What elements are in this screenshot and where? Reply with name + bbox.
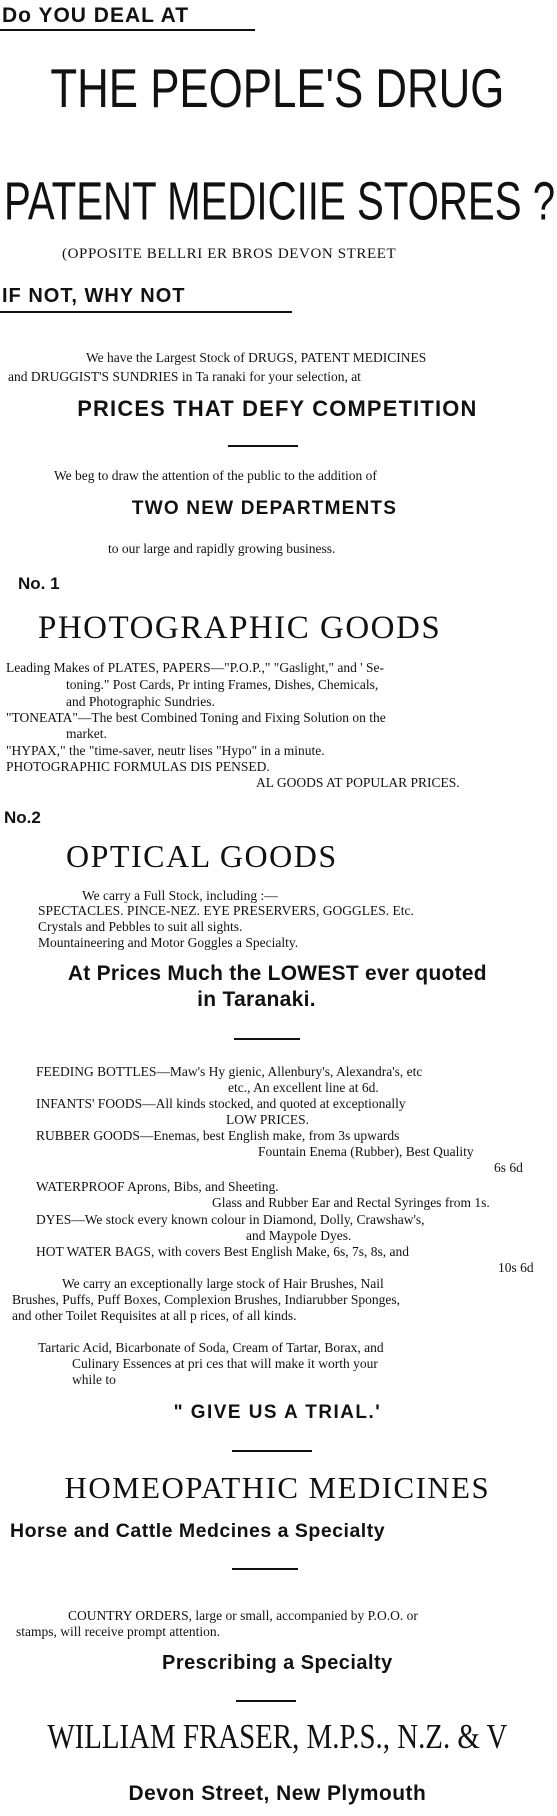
dept1-line: toning." Post Cards, Pr inting Frames, Dishes, Chemicals, bbox=[66, 677, 379, 692]
dept1-line: and Photographic Sundries. bbox=[66, 694, 215, 709]
list-line: WATERPROOF Aprons, Bibs, and Sheeting. bbox=[36, 1179, 279, 1194]
question-underline bbox=[0, 311, 292, 313]
homeo-subtitle: Horse and Cattle Medcines a Specialty bbox=[10, 1520, 386, 1542]
dept2-number: No.2 bbox=[4, 808, 41, 827]
departments-line: We beg to draw the attention of the public to the addition of bbox=[54, 468, 377, 483]
dept2-title: OPTICAL GOODS bbox=[66, 838, 338, 874]
divider bbox=[232, 1450, 312, 1452]
country-line: stamps, will receive prompt attention. bbox=[16, 1624, 220, 1639]
store-address: (OPPOSITE BELLRI ER BROS DEVON STREET bbox=[62, 246, 397, 262]
intro-line: and DRUGGIST'S SUNDRIES in Ta ranaki for your selection, at bbox=[8, 369, 361, 384]
dept2-line: Mountaineering and Motor Goggles a Specialty. bbox=[38, 935, 299, 950]
prices-heading: in Taranaki. bbox=[197, 988, 316, 1011]
dept1-line: AL GOODS AT POPULAR PRICES. bbox=[256, 775, 460, 790]
prescribing-heading: Prescribing a Specialty bbox=[162, 1652, 393, 1674]
list-line: and other Toilet Requisites at all p rices, of all kinds. bbox=[12, 1308, 297, 1323]
proprietor-name: WILLIAM FRASER, M.P.S., N.Z. & V bbox=[47, 1718, 508, 1757]
question-heading: IF NOT, WHY NOT bbox=[2, 285, 186, 307]
list-line: while to bbox=[72, 1372, 116, 1387]
header-underline bbox=[0, 29, 255, 31]
trial-slogan: " GIVE US A TRIAL.' bbox=[173, 1402, 382, 1423]
list-line: Fountain Enema (Rubber), Best Quality bbox=[258, 1144, 474, 1159]
prices-slogan: PRICES THAT DEFY COMPETITION bbox=[77, 396, 478, 421]
divider bbox=[234, 1038, 300, 1040]
dept1-line: PHOTOGRAPHIC FORMULAS DIS PENSED. bbox=[6, 759, 270, 774]
list-line: etc., An excellent line at 6d. bbox=[228, 1080, 379, 1095]
prices-heading: At Prices Much the LOWEST ever quoted bbox=[67, 962, 487, 985]
divider bbox=[228, 445, 298, 447]
dept1-line: Leading Makes of PLATES, PAPERS—"P.O.P.," "Gaslight," and ' Se- bbox=[6, 660, 384, 675]
list-line: 6s 6d bbox=[494, 1160, 523, 1175]
list-line: Culinary Essences at pri ces that will make it worth your bbox=[72, 1356, 378, 1371]
list-line: FEEDING BOTTLES—Maw's Hy gienic, Allenbury's, Alexandra's, etc bbox=[36, 1064, 423, 1079]
list-line: and Maypole Dyes. bbox=[246, 1228, 352, 1243]
list-line: Tartaric Acid, Bicarbonate of Soda, Cream of Tartar, Borax, and bbox=[38, 1340, 384, 1355]
departments-line: to our large and rapidly growing business. bbox=[108, 541, 336, 556]
list-line: INFANTS' FOODS—All kinds stocked, and quoted at exceptionally bbox=[36, 1096, 406, 1111]
dept2-line: We carry a Full Stock, including :— bbox=[82, 888, 278, 903]
country-line: COUNTRY ORDERS, large or small, accompanied by P.O.O. or bbox=[68, 1608, 418, 1623]
store-title: THE PEOPLE'S DRUG bbox=[50, 58, 505, 120]
divider bbox=[232, 1568, 298, 1570]
list-line: HOT WATER BAGS, with covers Best English Make, 6s, 7s, 8s, and bbox=[36, 1244, 409, 1259]
dept1-line: "TONEATA"—The best Combined Toning and Fixing Solution on the bbox=[6, 710, 386, 725]
dept1-title: PHOTOGRAPHIC GOODS bbox=[38, 610, 442, 646]
list-line: We carry an exceptionally large stock of Hair Brushes, Nail bbox=[62, 1276, 384, 1291]
dept1-line: market. bbox=[66, 726, 107, 741]
dept2-line: SPECTACLES. PINCE-NEZ. EYE PRESERVERS, GOGGLES. Etc. bbox=[38, 903, 414, 918]
list-line: Brushes, Puffs, Puff Boxes, Complexion Brushes, Indiarubber Sponges, bbox=[12, 1292, 400, 1307]
dept1-line: "HYPAX," the "time-saver, neutr lises "Hypo" in a minute. bbox=[6, 743, 325, 758]
list-line: LOW PRICES. bbox=[226, 1112, 310, 1127]
dept2-line: Crystals and Pebbles to suit all sights. bbox=[38, 919, 243, 934]
homeo-title: HOMEOPATHIC MEDICINES bbox=[64, 1470, 491, 1505]
header-line: Do YOU DEAL AT bbox=[2, 4, 190, 27]
list-line: DYES—We stock every known colour in Diamond, Dolly, Crawshaw's, bbox=[36, 1212, 425, 1227]
list-line: 10s 6d bbox=[498, 1260, 534, 1275]
intro-line: We have the Largest Stock of DRUGS, PATENT MEDICINES bbox=[86, 350, 427, 365]
dept1-number: No. 1 bbox=[18, 574, 60, 593]
proprietor-address: Devon Street, New Plymouth bbox=[128, 1782, 427, 1805]
divider bbox=[236, 1700, 296, 1702]
store-subtitle: PATENT MEDICIIE STORES ? bbox=[4, 172, 556, 232]
list-line: Glass and Rubber Ear and Rectal Syringes from 1s. bbox=[212, 1195, 490, 1210]
departments-heading: TWO NEW DEPARTMENTS bbox=[131, 498, 398, 519]
list-line: RUBBER GOODS—Enemas, best English make, from 3s upwards bbox=[36, 1128, 400, 1143]
